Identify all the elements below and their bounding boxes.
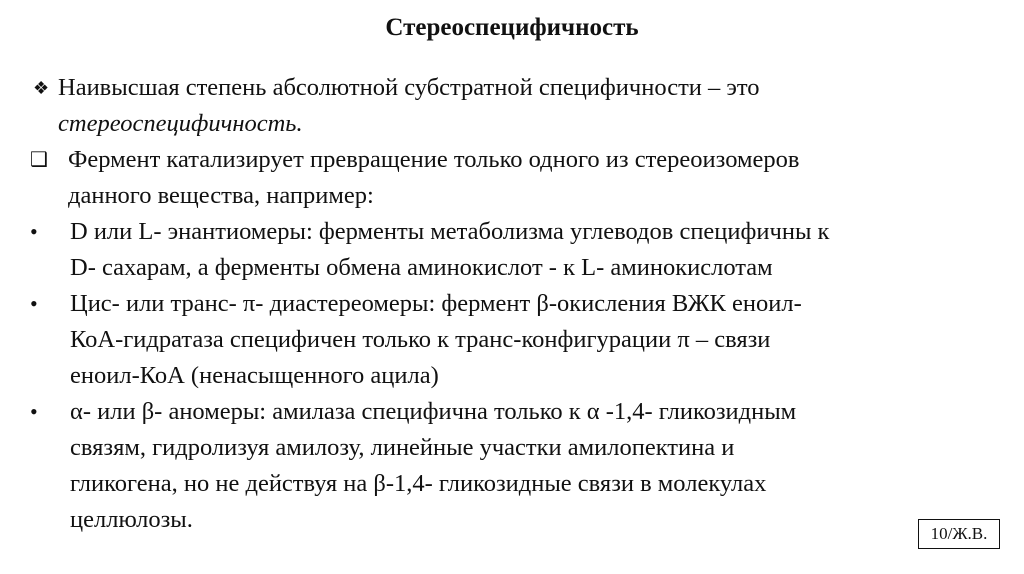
item-text-line: целлюлозы. — [70, 506, 193, 533]
item-text-line: данного вещества, например: — [68, 182, 374, 209]
item-text-line: D- сахарам, а ферменты обмена аминокислот - к L- аминокислотам — [70, 254, 773, 281]
item-text-line: гликогена, но не действуя на β-1,4- гликозидные связи в молекулах — [70, 470, 767, 497]
item-text-line: Наивысшая степень абсолютной субстратной специфичности – это — [58, 74, 760, 101]
item-text-line: D или L- энантиомеры: ферменты метаболизма углеводов специфичны к — [70, 218, 830, 245]
page-label: 10/Ж.В. — [918, 519, 1000, 549]
item-text-line: Фермент катализирует превращение только одного из стереоизомеров — [68, 146, 800, 173]
diamond-bullet-icon: ❖ — [33, 78, 50, 98]
item-text-line-italic: стереоспецифичность. — [58, 110, 303, 137]
item-text-line: Цис- или транс- π- диастереомеры: фермент β-окисления ВЖК еноил- — [70, 290, 802, 317]
item-text-line: связям, гидролизуя амилозу, линейные участки амилопектина и — [70, 434, 735, 461]
slide-title: Стереоспецифичность — [385, 14, 639, 41]
item-text-line: КоА-гидратаза специфичен только к транс-конфигурации π – связи — [70, 326, 771, 353]
bullet-icon: • — [30, 219, 38, 244]
item-text-line: еноил-КоА (ненасыщенного ацила) — [70, 362, 439, 389]
item-text-line: α- или β- аномеры: амилаза специфична только к α -1,4- гликозидным — [70, 398, 797, 425]
bullet-icon: • — [30, 399, 38, 424]
checkbox-bullet-icon: ❑ — [30, 149, 48, 171]
bullet-icon: • — [30, 291, 38, 316]
